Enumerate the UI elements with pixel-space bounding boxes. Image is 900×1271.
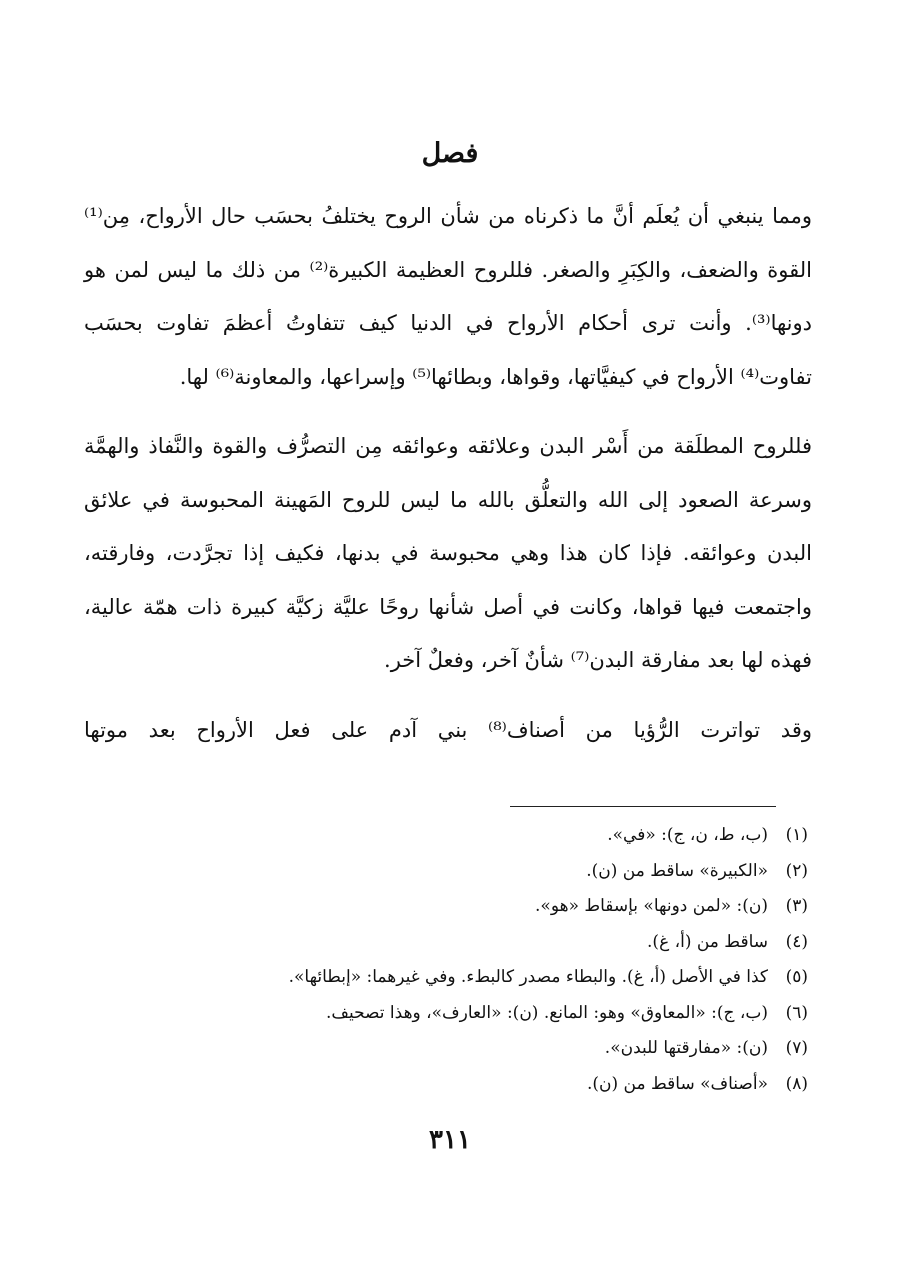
page-number: ٣١١ (429, 1125, 471, 1155)
footnote-number: (٢) (785, 860, 808, 881)
paragraph-1: ومما ينبغي أن يُعلَم أنَّ ما ذكرناه من شأن الروح يختلفُ بحسَب حال الأرواح، مِن⁽¹⁾ القوة والضعف، والكِبَرِ والصغر. فللروح العظيمة الكبيرة⁽²⁾ من ذلك ما ليس لمن هو دونها⁽³⁾. وأنت ترى أحكام الأرواح في الدنيا كيف تتفاوتُ أعظمَ تفاوت بحسَب تفاوت⁽⁴⁾ الأرواح في كيفيَّاتها، وقواها، وبطائها⁽⁵⁾ وإسراعها، والمعاونة⁽⁶⁾ لها. (84, 204, 812, 389)
footnote-number: (٤) (785, 931, 808, 952)
footnote-number: (٥) (785, 967, 808, 987)
footnote-4 (88, 925, 808, 961)
footnote-number: (٦) (785, 1002, 808, 1023)
footnote-text: كذا في الأصل (أ، غ). والبطاء مصدر كالبطء. وفي غيرهما: «إبطائها». (288, 967, 768, 987)
footnote-text: «أصناف» ساقط من (ن). (587, 1073, 768, 1094)
paragraph-3: وقد تواترت الرُّؤيا من أصناف⁽⁸⁾ بني آدم على فعل الأرواح بعد موتها (84, 717, 812, 742)
section-heading: فصل (421, 138, 479, 169)
footnote-number: (٧) (785, 1038, 808, 1058)
footnote-number: (١) (785, 825, 808, 845)
footnote-5 (88, 960, 808, 996)
footnote-6 (88, 996, 808, 1032)
footnotes (88, 818, 808, 1102)
footnote-number: (٣) (785, 896, 808, 916)
paragraph-2: فللروح المطلَقة من أَسْر البدن وعلائقه وعوائقه مِن التصرُّف والقوة والنَّفاذ والهمَّة وسرعة الصعود إلى الله والتعلُّق بالله ما ليس للروح المَهينة المحبوسة في علائق البدن وعوائقه. فإذا كان هذا وهي محبوسة في بدنها، فكيف إذا تجرَّدت، وفارقته، واجتمعت فيها قواها، وكانت في أصل شأنها روحًا عليَّة زكيَّة كبيرة ذات همّة عالية، فهذه لها بعد مفارقة البدن⁽⁷⁾ شأنٌ آخر، وفعلٌ آخر. (84, 434, 812, 672)
footnote-text: (ب، ج): «المعاوق» وهو: المانع. (ن): «العارف»، وهذا تصحيف. (325, 1002, 768, 1023)
footnote-2 (88, 854, 808, 890)
footnote-number: (٨) (785, 1073, 808, 1094)
footnote-text: «الكبيرة» ساقط من (ن). (586, 860, 768, 881)
footnote-text: (ن): «مفارقتها للبدن». (604, 1038, 768, 1058)
footnote-separator (510, 806, 776, 807)
footnote-8 (88, 1067, 808, 1103)
footnote-text: (ن): «لمن دونها» بإسقاط «هو». (535, 896, 768, 916)
footnote-text: (ب، ط، ن، ج): «في». (607, 825, 768, 845)
footnote-1 (88, 818, 808, 854)
footnote-7 (88, 1031, 808, 1067)
main-text (84, 190, 812, 757)
footnote-3 (88, 889, 808, 925)
footnote-text: ساقط من (أ، غ). (647, 931, 768, 952)
